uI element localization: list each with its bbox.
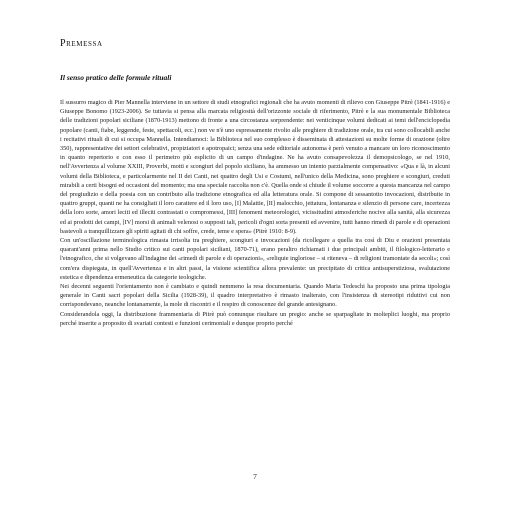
section-subtitle: Il senso pratico delle formule rituali [60,73,172,82]
body-paragraph: Con un'oscillazione terminologica rimasta irrisolta tra preghiere, scongiuri e invocazioni (da ricollegare a quella tra così di Diu e orazioni presentata quarant'anni prima nello Studio critico sui canti popolari siciliani, 1870-71), erano peraltro richiamati i due principali ambiti, il filologico-letterario e l'etnografico, che si volgevano all'indagine dei «rimedi di parole e di operazioni», «reliquie ingloriose – si riteneva – di religioni tramontate da secoli»; così com'era dispiegata, in quell'Avvertenza e in altri passi, la visione scientifica allora prevalente: un precipitato di critica antisuperstiziosa, svalutazione estetica e dipendenza ermeneutica da categorie teologiche. [60,237,450,281]
page-number: 7 [253,472,257,481]
body-paragraph: Nei decenni seguenti l'orientamento non è cambiato e quindi nemmeno la resa documentaria. Quando Maria Tedeschi ha proposto una prima tipologia generale in Canti sacri popolari della Sicilia (1928-39), il quadro interpretativo è rimasto inalterato, con l'insistenza di stereotipi riduttivi cui non corrispondevano, neanche lontanamente, la mole di riscontri e il respiro di conoscenze del grande antesignano. [60,283,450,309]
section-heading: Premessa [60,38,103,49]
body-paragraph: Considerandola oggi, la distribuzione frammentaria di Pitrè può comunque risultare un pregio: anche se sparpagliate in molteplici luoghi, ma proprio perché inserite a proposito di svariati contesti e funzioni cerimoniali e dunque proprio perché [60,310,450,327]
body-text [60,98,450,328]
body-paragraph: Il sussurro magico di Pier Mannella interviene in un settore di studi etnografici regionali che ha avuto momenti di rilievo con Giuseppe Pitrè (1841-1916) e Giuseppe Bonomo (1923-2006). Se tuttavia si pensa alla marcata religiosità dell'orizzonte sociale di riferimento, Pitrè e la sua monumentale Biblioteca delle tradizioni popolari siciliane (1870-1913) mettono di fronte a una circostanza sorprendente: nei venticinque volumi dedicati ai temi dell'enciclopedia popolare (canti, fiabe, leggende, feste, spettacoli, ecc.) non ve n'è uno espressamente rivolto alle preghiere di tradizione orale, tra cui sono collocabili anche i recitativi rituali di cui si occupa Mannella. Intendiamoci: la Biblioteca nel suo complesso è disseminata di attestazioni su molte forme di orazione (oltre 350), rappresentative dei settori celebrativi, propiziatori e apotropaici; senza una sede editoriale autonoma è però venuto a mancare un loro riconoscimento in quanto repertorio e con esso il perimetro più esplicito di un campo d'indagine. Ne ha avuto consapevolezza il demopsicologo, se nel 1910, nell'Avvertenza al volume XXIII, Proverbi, motti e scongiuri del popolo siciliano, ha ammesso un intento parzialmente compensativo: «Qua e là, in alcuni volumi della Biblioteca, e particolarmente nel II dei Canti, nei quattro degli Usi e Costumi, nell'unico della Medicina, sono preghiere e scongiuri, creduti mirabili a certi bisogni ed occasioni del momento; ma una speciale raccolta non c'è. Quella onde si chiude il volume soccorre a questa mancanza nel campo del pregiudizio e della poesia con un contributo alla tradizione etnografica ed alla letteratura orale. Si compone di sessantotto invocazioni, distribuite in quattro gruppi, quanti ne ha consigliati il loro carattere ed il loro uso, [I] Malattie, [II] malocchio, jettatura, lontananza e silenzio di persone care, incertezza della loro sorte, amori leciti ed illeciti contrastati o compromessi, [III] fenomeni meteorologici, vicissitudini atmosferiche nocive alla sanità, alla sicurezza ed ai prodotti dei campi, [IV] morsi di animali velenosi o supposti tali, pericoli d'ogni sorta presenti ed avvenire, tutti hanno rimedi di parole e di operazioni bastevoli a tranquillizzare gli spiriti agitati di chi soffre, crede, teme e spera» (Pitrè 1910: 8-9). [60,99,450,235]
